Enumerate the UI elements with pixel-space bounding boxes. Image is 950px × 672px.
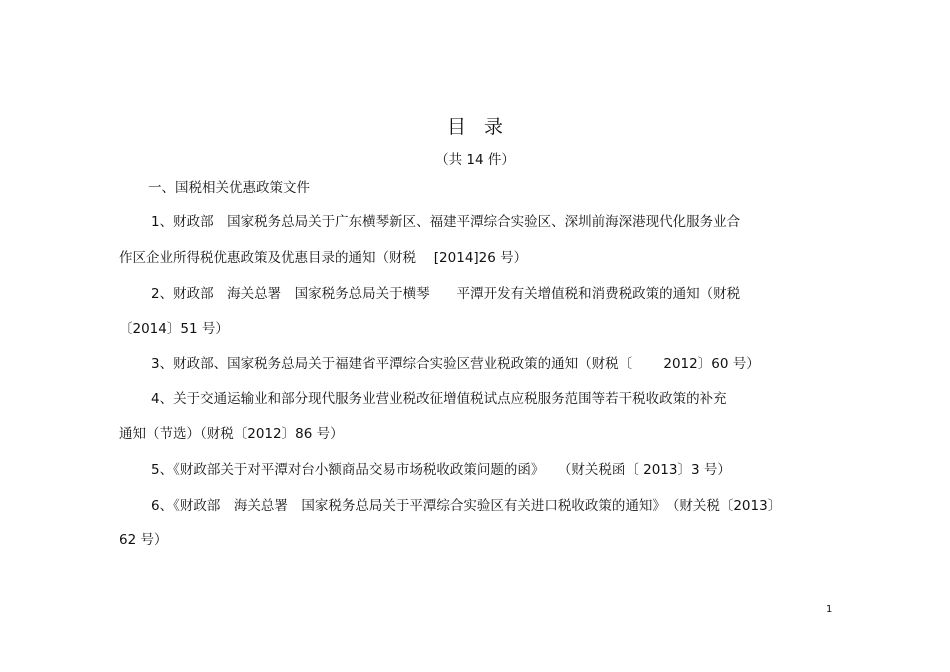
toc-item-2-line-2: 〔2014〕51 号）	[119, 321, 229, 337]
page-number: 1	[826, 604, 833, 615]
page-title: 目录	[446, 116, 521, 138]
toc-item-5-line-1: 5、《财政部关于对平潭对台小额商品交易市场税收政策问题的函》 （财关税函〔 2013〕3 号）	[151, 462, 731, 478]
toc-item-4-line-1: 4、关于交通运输业和部分现代服务业营业税改征增值税试点应税服务范围等若干税收政策的补充	[151, 391, 727, 407]
toc-item-4-line-2: 通知（节选）（财税〔2012〕86 号）	[119, 426, 344, 442]
toc-item-2-line-1: 2、财政部 海关总署 国家税务总局关于横琴 平潭开发有关增值税和消费税政策的通知（财税	[151, 286, 741, 302]
toc-item-1-line-2: 作区企业所得税优惠政策及优惠目录的通知（财税 [2014]26 号）	[119, 250, 528, 266]
toc-item-1-line-1: 1、财政部 国家税务总局关于广东横琴新区、福建平潭综合实验区、深圳前海深港现代化服务业合	[151, 214, 741, 230]
document-count: （共 14 件）	[435, 152, 515, 168]
section-heading: 一、国税相关优惠政策文件	[148, 180, 310, 196]
toc-item-3-line-1: 3、财政部、国家税务总局关于福建省平潭综合实验区营业税政策的通知（财税〔 2012〕60 号）	[151, 356, 760, 372]
toc-item-6-line-2: 62 号）	[119, 532, 168, 548]
toc-item-6-line-1: 6、《财政部 海关总署 国家税务总局关于平潭综合实验区有关进口税收政策的通知》 （财关税〔2013〕	[151, 498, 782, 514]
